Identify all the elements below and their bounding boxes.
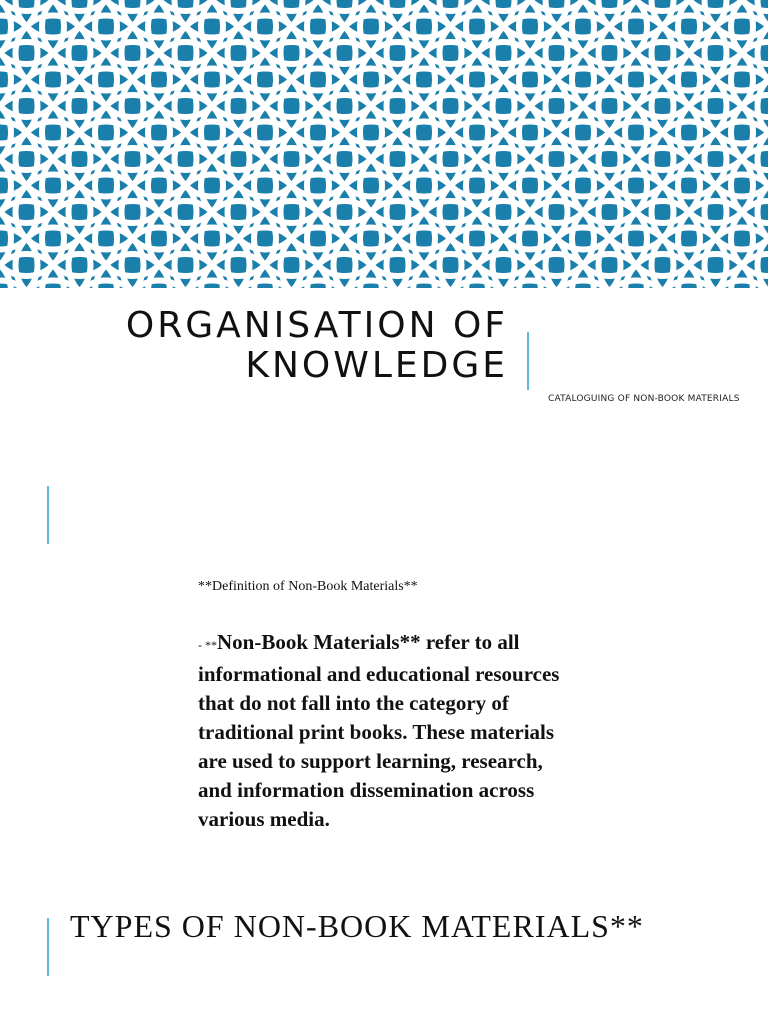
definition-body [198,628,578,834]
slide-subtitle: CATALOGUING OF NON-BOOK MATERIALS [548,394,740,404]
definition-heading: **Definition of Non-Book Materials** [198,579,418,594]
definition-text: Non-Book Materials** refer to all informational and educational resources that do not fall into the category of traditional print books. These materials are used to support learning, research, and information dissemination across various media. [198,630,560,831]
types-heading: TYPES OF NON-BOOK MATERIALS** [70,908,644,944]
slide2-accent-line [47,486,49,544]
slide3-accent-line [47,918,49,976]
decorative-banner [0,0,768,288]
title-accent-line [527,332,529,390]
title-line-2: KNOWLEDGE [245,345,508,386]
title-line-1: ORGANISATION OF [125,305,508,346]
circle-pattern [0,0,768,288]
definition-lead: - ** [198,638,217,652]
slide-title [126,306,508,386]
